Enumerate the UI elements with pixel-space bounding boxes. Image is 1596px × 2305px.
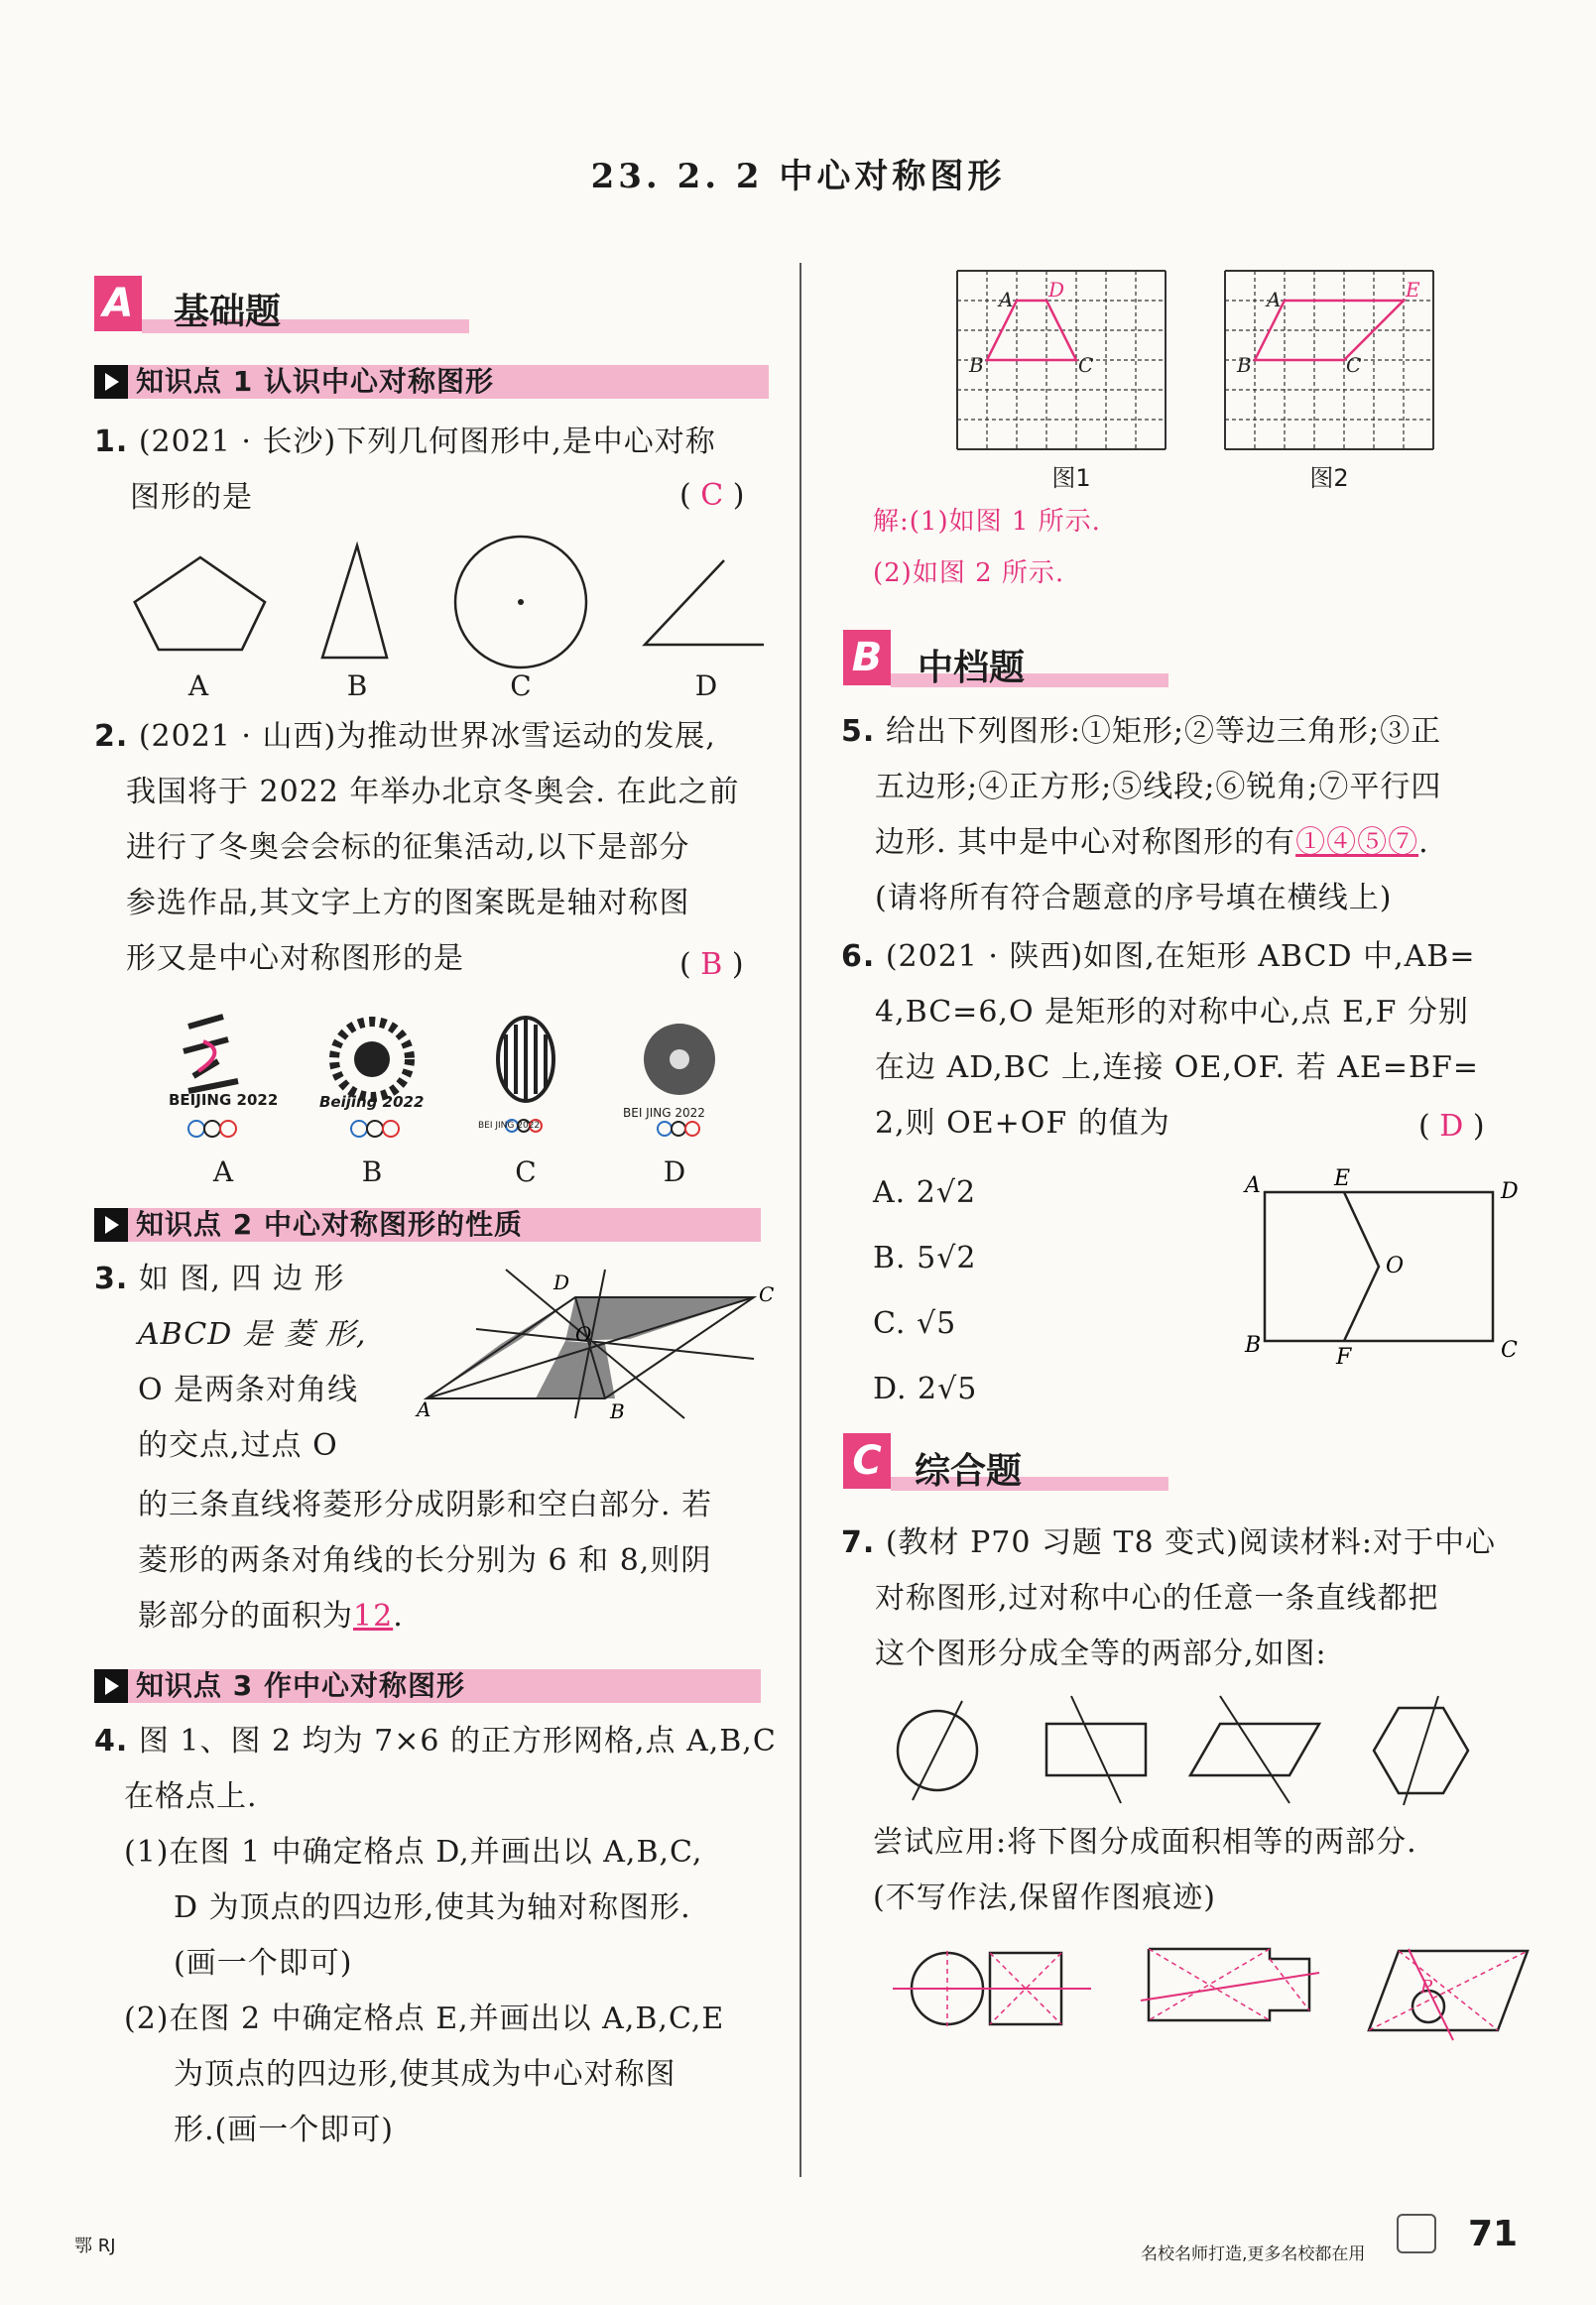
question-text: (2021 · 长沙)下列几何图形中,是中心对称	[138, 425, 716, 459]
parallelogram-circle-combo	[1369, 1949, 1528, 2040]
section-a-header	[94, 276, 382, 345]
triangle-shape	[322, 546, 387, 658]
svg-text:B: B	[610, 1399, 625, 1423]
option-label: A	[187, 669, 209, 702]
question-3: 3. 如 图, 四 边 形 ABCD 是 菱 形, O 是两条对角线 的交点,过点 O	[94, 1262, 367, 1463]
section-a-title: 基础题	[174, 292, 282, 332]
publisher-logo-icon	[1397, 2214, 1436, 2253]
play-icon	[94, 1208, 128, 1242]
column-divider	[799, 263, 801, 2177]
svg-text:D: D	[1501, 1179, 1519, 1204]
answer-bracket: ( B )	[679, 947, 744, 982]
option-label: D	[694, 669, 718, 702]
choice-d: D. 2√5	[873, 1372, 978, 1406]
answer-blank: ①④⑤⑦	[1295, 825, 1419, 860]
logo-a-emblem	[184, 1017, 238, 1091]
logo-b-snowflake	[334, 1022, 410, 1097]
page-title: 23. 2. 2 中心对称图形	[590, 157, 1006, 196]
logo-d-flower	[644, 1024, 715, 1095]
question-number: 1.	[94, 425, 129, 459]
question-2: 2. (2021 · 山西)为推动世界冰雪运动的发展, 我国将于 2022 年举办北京冬奥会. 在此之前 进行了冬奥会会标的征集活动,以下是部分 参选作品,其文字上方的图案既是轴对称图 形又是中心对称图形的是	[94, 719, 740, 976]
option-label: C	[510, 669, 532, 702]
footer-slogan: 名校名师打造,更多名校都在用	[1141, 2244, 1366, 2264]
section-b-header	[843, 630, 1141, 699]
point-label: A	[999, 288, 1014, 311]
point-label: D	[1048, 278, 1065, 302]
section-b-letter: B	[843, 630, 891, 685]
question-number: 6.	[841, 939, 876, 974]
point-label: E	[1406, 278, 1420, 302]
circle-center-dot	[518, 599, 524, 605]
logo-text: BEIJING 2022	[169, 1091, 279, 1109]
question-number: 7.	[841, 1525, 876, 1560]
svg-text:A: A	[417, 1397, 431, 1421]
q1-shapes	[119, 541, 794, 669]
question-number: 3.	[94, 1262, 129, 1296]
question-number: 5.	[841, 714, 876, 749]
question-number: 2.	[94, 719, 129, 754]
knowledge-point-3: 知识点 3 作中心对称图形	[94, 1669, 761, 1703]
answer-bracket: ( D )	[1418, 1109, 1485, 1144]
question-6: 6. (2021 · 陕西)如图,在矩形 ABCD 中,AB= 4,BC=6,O 是矩形的对称中心,点 E,F 分别 在边 AD,BC 上,连接 OE,OF. 若 AE=BF= 2,则 OE+OF 的值为	[841, 939, 1479, 1141]
svg-text:A: A	[1245, 1173, 1261, 1198]
figure-caption: 图1	[1051, 464, 1091, 492]
circle-square-combo	[893, 1951, 1091, 2026]
section-c-letter: C	[843, 1433, 891, 1489]
question-7: 7. (教材 P70 习题 T8 变式)阅读材料:对于中心 对称图形,过对称中心的任意一条直线都把 这个图形分成全等的两部分,如图:	[841, 1525, 1496, 1671]
svg-text:D: D	[553, 1271, 570, 1294]
option-label: A	[212, 1155, 234, 1188]
l-shape-combo	[1141, 1949, 1319, 2020]
logo-text: BEI JING 2022	[478, 1121, 541, 1131]
svg-text:B: B	[1245, 1333, 1262, 1358]
question-1	[94, 415, 779, 526]
question-number: 4.	[94, 1724, 129, 1759]
figure-caption: 图2	[1309, 464, 1349, 492]
svg-text:C: C	[1501, 1338, 1518, 1363]
logo-c-mask	[498, 1018, 553, 1101]
option-label: D	[663, 1155, 686, 1188]
section-c-header	[843, 1433, 1141, 1503]
point-label: B	[1237, 353, 1252, 377]
svg-text:O: O	[575, 1322, 592, 1346]
edition-label: 鄂 RJ	[74, 2236, 116, 2256]
knowledge-point-2: 知识点 2 中心对称图形的性质	[94, 1208, 761, 1242]
option-label: B	[361, 1155, 383, 1188]
svg-text:E: E	[1334, 1166, 1351, 1191]
grid-figure-1	[952, 266, 1170, 454]
q7-example-shapes	[883, 1696, 1498, 1815]
point-label: A	[1267, 288, 1282, 311]
point-label: C	[1078, 353, 1094, 377]
question-text: 图形的是	[130, 480, 253, 515]
logo-text: Beijing 2022	[319, 1093, 425, 1111]
choice-c: C. √5	[873, 1306, 957, 1341]
svg-text:C: C	[759, 1282, 775, 1306]
rhombus-figure	[417, 1270, 784, 1423]
svg-text:P: P	[1420, 1977, 1433, 1998]
choice-a: A. 2√2	[873, 1175, 977, 1210]
svg-text:O: O	[1386, 1254, 1405, 1278]
question-7-try: 尝试应用:将下图分成面积相等的两部分. (不写作法,保留作图痕迹)	[873, 1825, 1417, 1915]
play-icon	[94, 365, 128, 399]
point-label: C	[1346, 353, 1362, 377]
section-a-letter: A	[94, 276, 142, 331]
section-b-title: 中档题	[918, 648, 1026, 688]
point-label: B	[969, 353, 984, 377]
section-c-title: 综合题	[915, 1451, 1023, 1492]
grid-figure-2	[1220, 266, 1438, 454]
knowledge-point-1: 知识点 1 认识中心对称图形	[94, 365, 769, 399]
rectangle-figure	[1245, 1166, 1542, 1370]
angle-shape	[645, 560, 764, 645]
question-3-cont: 的三条直线将菱形分成阴影和空白部分. 若 菱形的两条对角线的长分别为 6 和 8,则阴 影部分的面积为12.	[138, 1488, 713, 1634]
pentagon-shape	[135, 557, 265, 650]
answer-blank: 12	[353, 1599, 394, 1634]
page-number: 71	[1468, 2214, 1519, 2254]
question-5: 5. 给出下列图形:①矩形;②等边三角形;③正 五边形;④正方形;⑤线段;⑥锐角;⑦平行四 边形. 其中是中心对称图形的有①④⑤⑦. (请将所有符合题意的序号填在横线上)	[841, 714, 1442, 915]
olympic-rings	[188, 1120, 699, 1137]
q6-choices	[873, 1160, 1071, 1422]
logo-text: BEI JING 2022	[623, 1106, 705, 1120]
play-icon	[94, 1669, 128, 1703]
option-label: C	[515, 1155, 537, 1188]
olympic-logos	[169, 1012, 724, 1151]
q7-answer-shapes	[873, 1929, 1528, 2058]
shaded-region	[565, 1297, 754, 1341]
answer-bracket: ( C )	[679, 478, 745, 513]
svg-text:F: F	[1336, 1345, 1352, 1370]
option-label: B	[346, 669, 368, 702]
q4-solution: 解:(1)如图 1 所示. (2)如图 2 所示.	[873, 507, 1101, 588]
question-4: 4. 图 1、图 2 均为 7×6 的正方形网格,点 A,B,C 在格点上. (1)在图 1 中确定格点 D,并画出以 A,B,C, D 为顶点的四边形,使其为轴对称图形. (画一个即可) (2)在图 2 中确定格点 E,并画出以 A,B,C,E 为顶点的四边形,使其成为中心对称图 形.(画一个即可)	[94, 1724, 777, 2147]
choice-b: B. 5√2	[873, 1241, 977, 1275]
